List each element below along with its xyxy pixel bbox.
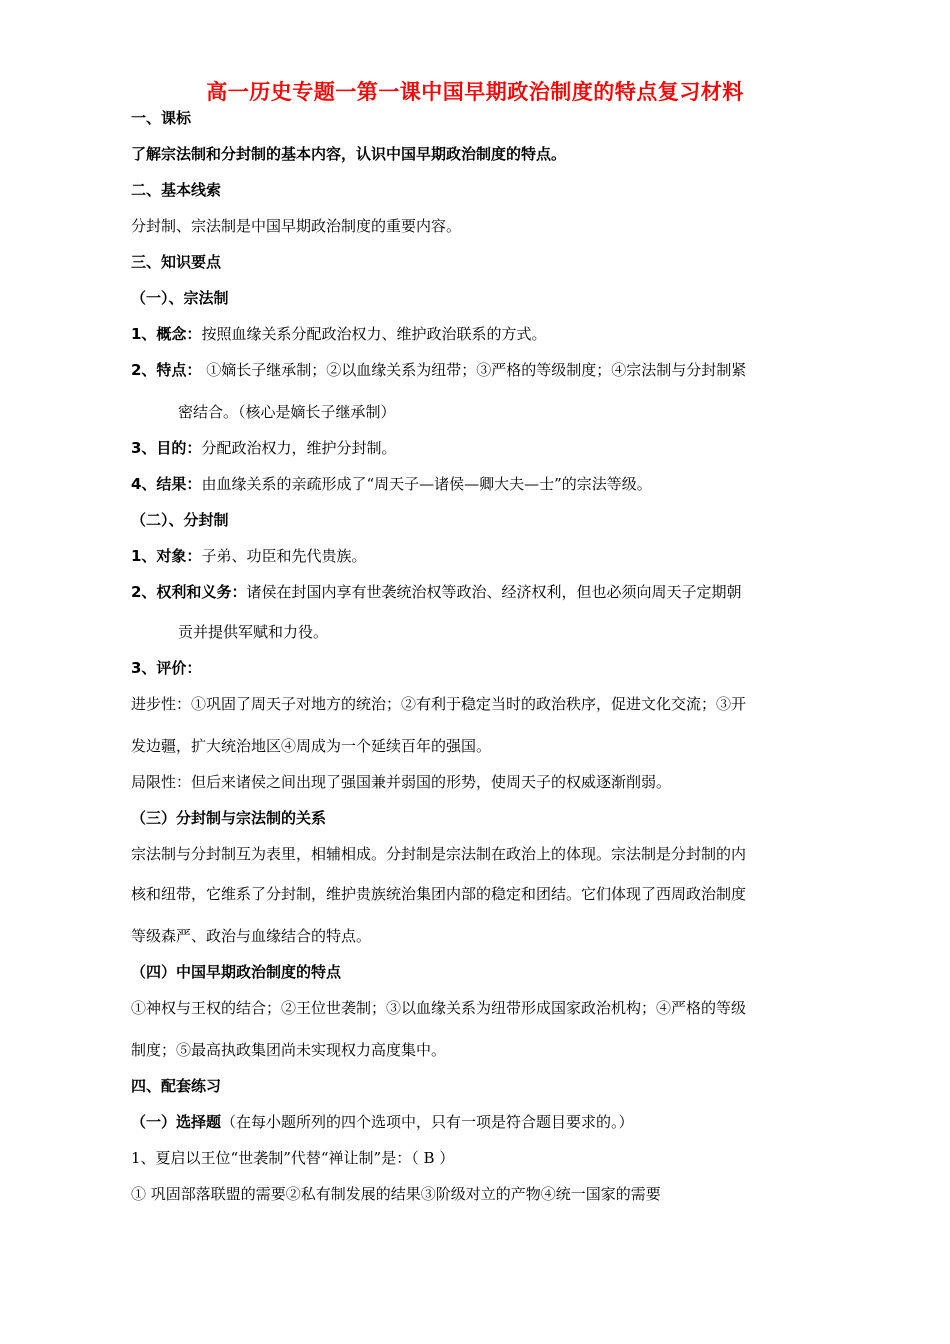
evaluation-label: 3、评价： [131, 659, 202, 677]
rights-duties-label: 2、权利和义务： [131, 583, 247, 601]
subheading-relationship: （三）分封制与宗法制的关系 [131, 809, 327, 827]
relationship-line2: 核和纽带，它维系了分封制，维护贵族统治集团内部的稳定和团结。它们体现了西周政治制度 [131, 885, 747, 903]
section-heading-exercises: 四、配套练习 [131, 1077, 222, 1095]
concept-label: 1、概念： [131, 325, 202, 343]
relationship-line3: 等级森严、政治与血缘结合的特点。 [131, 927, 372, 945]
concept-text: 按照血缘关系分配政治权力、维护政治联系的方式。 [201, 325, 547, 343]
features-text-cont: 密结合。（核心是嫡长子继承制） [178, 403, 396, 421]
subheading-features-early-politics: （四）中国早期政治制度的特点 [131, 963, 342, 981]
evaluation-progress-line1: 进步性：①巩固了周天子对地方的统治；②有利于稳定当时的政治秩序，促进文化交流；③开 [131, 695, 747, 713]
early-politics-line2: 制度；⑤最高执政集团尚未实现权力高度集中。 [131, 1041, 447, 1059]
features-label: 2、特点： [131, 361, 202, 379]
rights-duties-text: 诸侯在封国内享有世袭统治权等政治、经济权利，但也必须向周天子定期朝 [246, 583, 742, 601]
multiple-choice-instructions: （在每小题所列的四个选项中，只有一项是符合题目要求的。） [221, 1113, 634, 1131]
paragraph-purpose [131, 438, 396, 458]
paragraph-concept [131, 324, 546, 344]
rights-duties-text-cont: 贡并提供军赋和力役。 [178, 623, 329, 641]
purpose-label: 3、目的： [131, 439, 202, 457]
result-text: 由血缘关系的亲疏形成了“周天子—诸侯—卿大夫—士”的宗法等级。 [201, 475, 652, 493]
page-title: 高一历史专题一第一课中国早期政治制度的特点复习材料 [206, 80, 744, 104]
section-heading-clues: 二、基本线索 [131, 181, 222, 199]
question-1-options: ① 巩固部落联盟的需要②私有制发展的结果③阶级对立的产物④统一国家的需要 [131, 1185, 661, 1203]
targets-text: 子弟、功臣和先代贵族。 [201, 547, 367, 565]
multiple-choice-heading [131, 1112, 634, 1132]
evaluation-limitation: 局限性：但后来诸侯之间出现了强国兼并弱国的形势，使周天子的权威逐渐削弱。 [131, 773, 672, 791]
evaluation-progress-line2: 发边疆，扩大统治地区④周成为一个延续百年的强国。 [131, 737, 492, 755]
relationship-line1: 宗法制与分封制互为表里，相辅相成。分封制是宗法制在政治上的体现。宗法制是分封制的内 [131, 845, 747, 863]
features-text: ①嫡长子继承制；②以血缘关系为纽带；③严格的等级制度；④宗法制与分封制紧 [201, 361, 747, 379]
early-politics-line1: ①神权与王权的结合；②王位世袭制；③以血缘关系为纽带形成国家政治机构；④严格的等级 [131, 999, 747, 1017]
clues-text: 分封制、宗法制是中国早期政治制度的重要内容。 [131, 217, 462, 235]
question-1: 1、夏启以王位“世袭制”代替“禅让制”是：（ B ） [131, 1149, 455, 1167]
paragraph-result [131, 474, 652, 494]
targets-label: 1、对象： [131, 547, 202, 565]
subheading-enfeoffment-system: （二）、分封制 [131, 511, 229, 529]
section-heading-key-points: 三、知识要点 [131, 253, 222, 271]
purpose-text: 分配政治权力，维护分封制。 [201, 439, 397, 457]
paragraph-targets [131, 546, 366, 566]
multiple-choice-label: （一）选择题 [131, 1113, 222, 1131]
paragraph-features [131, 360, 746, 380]
paragraph-rights-duties [131, 582, 741, 602]
subheading-patriarchal-system: （一）、宗法制 [131, 289, 229, 307]
standards-text: 了解宗法制和分封制的基本内容，认识中国早期政治制度的特点。 [131, 145, 567, 163]
section-heading-standards: 一、课标 [131, 109, 192, 127]
result-label: 4、结果： [131, 475, 202, 493]
